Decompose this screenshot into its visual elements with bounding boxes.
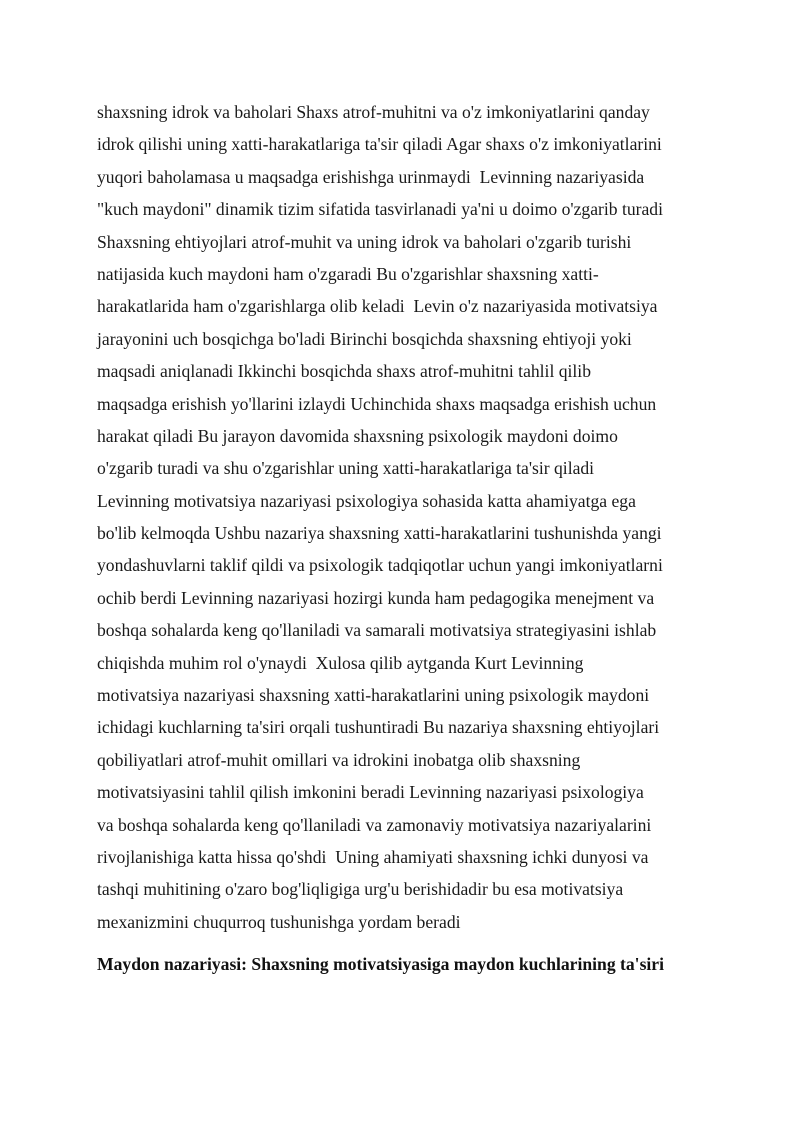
paragraph-line: rivojlanishiga katta hissa qo'shdi Uning ahamiyati shaxsning ichki dunyosi va	[97, 846, 649, 867]
paragraph-line: ochib berdi Levinning nazariyasi hozirgi kunda ham pedagogika menejment va	[97, 587, 655, 608]
paragraph-line: chiqishda muhim rol o'ynaydi Xulosa qilib aytganda Kurt Levinning	[97, 652, 584, 673]
paragraph-line: yondashuvlarni taklif qildi va psixologik tadqiqotlar uchun yangi imkoniyatlarni	[97, 555, 663, 576]
paragraph-line: yuqori baholamasa u maqsadga erishishga urinmaydi Levinning nazariyasida	[97, 166, 645, 187]
paragraph-line: qobiliyatlari atrof-muhit omillari va idrokini inobatga olib shaxsning	[97, 749, 581, 770]
paragraph-line: maqsadi aniqlanadi Ikkinchi bosqichda shaxs atrof-muhitni tahlil qilib	[97, 361, 591, 382]
section-heading: Maydon nazariyasi: Shaxsning motivatsiyasiga maydon kuchlarining ta'siri	[97, 954, 664, 974]
paragraph-line: ichidagi kuchlarning ta'siri orqali tushuntiradi Bu nazariya shaxsning ehtiyojlari	[97, 717, 660, 738]
paragraph-line: mexanizmini chuqurroq tushunishga yordam beradi	[97, 911, 461, 932]
paragraph-line: shaxsning idrok va baholari Shaxs atrof-muhitni va o'z imkoniyatlarini qanday	[97, 102, 650, 122]
paragraph-line: jarayonini uch bosqichga bo'ladi Birinchi bosqichda shaxsning ehtiyoji yoki	[97, 328, 632, 349]
paragraph-line: motivatsiya nazariyasi shaxsning xatti-harakatlarini uning psixologik maydoni	[97, 685, 650, 706]
paragraph-line: bo'lib kelmoqda Ushbu nazariya shaxsning xatti-harakatlarini tushunishda yangi	[97, 523, 662, 544]
paragraph-line: Levinning motivatsiya nazariyasi psixologiya sohasida katta ahamiyatga ega	[97, 490, 636, 511]
body-paragraph	[97, 96, 709, 938]
paragraph-line: tashqi muhitining o'zaro bog'liqligiga urg'u berishidadir bu esa motivatsiya	[97, 879, 624, 900]
paragraph-line: o'zgarib turadi va shu o'zgarishlar uning xatti-harakatlariga ta'sir qiladi	[97, 458, 595, 479]
paragraph-line: natijasida kuch maydoni ham o'zgaradi Bu o'zgarishlar shaxsning xatti-	[97, 263, 599, 284]
paragraph-line: idrok qilishi uning xatti-harakatlariga ta'sir qiladi Agar shaxs o'z imkoniyatlarini	[97, 134, 662, 155]
paragraph-line: boshqa sohalarda keng qo'llaniladi va samarali motivatsiya strategiyasini ishlab	[97, 620, 657, 641]
paragraph-line: maqsadga erishish yo'llarini izlaydi Uchinchida shaxs maqsadga erishish uchun	[97, 393, 657, 414]
paragraph-line: va boshqa sohalarda keng qo'llaniladi va zamonaviy motivatsiya nazariyalarini	[97, 814, 652, 835]
paragraph-line: Shaxsning ehtiyojlari atrof-muhit va uning idrok va baholari o'zgarib turishi	[97, 231, 632, 252]
paragraph-line: "kuch maydoni" dinamik tizim sifatida tasvirlanadi ya'ni u doimo o'zgarib turadi	[97, 199, 663, 220]
paragraph-line: harakat qiladi Bu jarayon davomida shaxsning psixologik maydoni doimo	[97, 425, 618, 446]
paragraph-line: harakatlarida ham o'zgarishlarga olib keladi Levin o'z nazariyasida motivatsiya	[97, 296, 658, 317]
paragraph-line: motivatsiyasini tahlil qilish imkonini beradi Levinning nazariyasi psixologiya	[97, 782, 644, 803]
